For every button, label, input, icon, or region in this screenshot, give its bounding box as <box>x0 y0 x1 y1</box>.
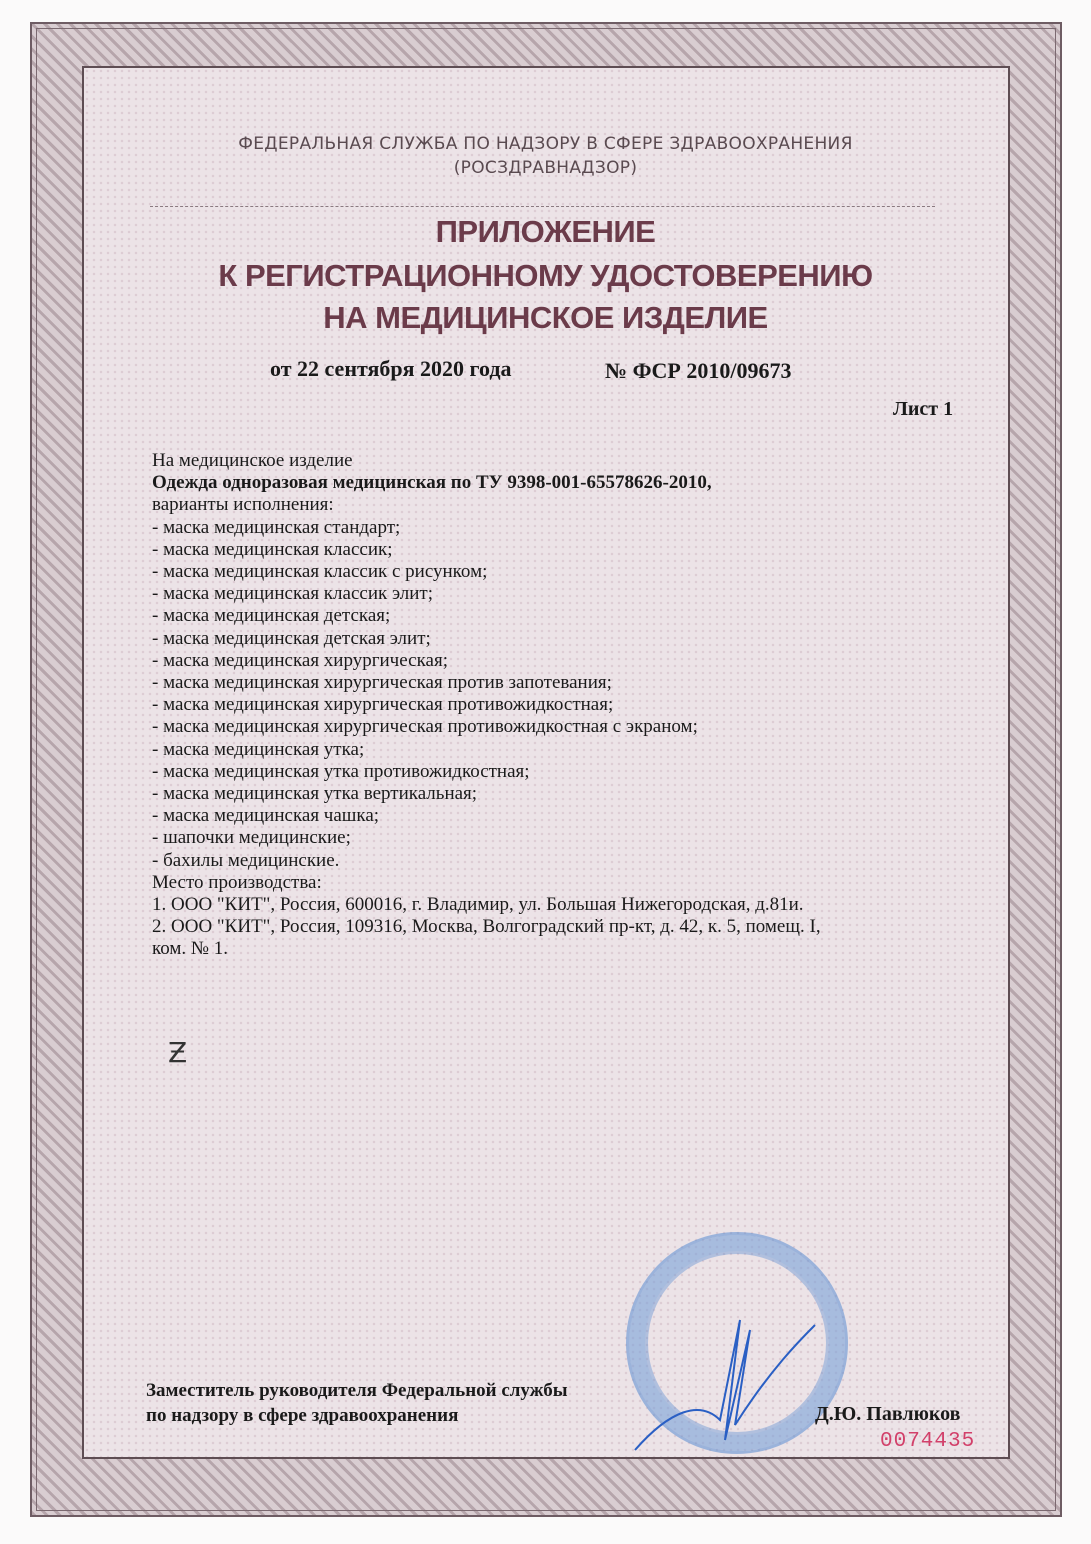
place-2-cont: ком. № 1. <box>152 938 229 960</box>
signer-name: Д.Ю. Павлюков <box>815 1403 961 1425</box>
document-body <box>152 450 952 961</box>
divider <box>150 206 935 207</box>
variant-item: - маска медицинская классик элит; <box>152 583 434 605</box>
registration-number: № ФСР 2010/09673 <box>605 358 792 383</box>
variant-item: - маска медицинская стандарт; <box>152 516 401 538</box>
signer-position <box>146 1378 568 1428</box>
variants-label: варианты исполнения: <box>152 494 334 516</box>
variant-item: - маска медицинская чашка; <box>152 805 380 827</box>
variant-item: - маска медицинская детская; <box>152 605 391 627</box>
handwritten-mark: Ƶ <box>168 1036 188 1069</box>
variant-item: - маска медицинская детская элит; <box>152 627 431 649</box>
agency-name: ФЕДЕРАЛЬНАЯ СЛУЖБА ПО НАДЗОРУ В СФЕРЕ ЗДРАВООХРАНЕНИЯ <box>238 134 853 154</box>
issue-date: от 22 сентября 2020 года <box>270 356 512 381</box>
variant-item: - маска медицинская классик; <box>152 538 393 560</box>
title-line-1: ПРИЛОЖЕНИЕ <box>435 214 656 249</box>
product-name: Одежда одноразовая медицинская по ТУ 9398-001-65578626-2010, <box>152 472 712 494</box>
sheet-number: Лист 1 <box>893 398 954 420</box>
title-line-2: К РЕГИСТРАЦИОННОМУ УДОСТОВЕРЕНИЮ <box>218 258 873 293</box>
variants-list <box>152 517 952 872</box>
place-1: 1. ООО "КИТ", Россия, 600016, г. Владимир, ул. Большая Нижегородская, д.81и. <box>152 894 804 916</box>
variant-item: - маска медицинская утка противожидкостная; <box>152 760 530 782</box>
variant-item: - маска медицинская хирургическая противожидкостная; <box>152 694 614 716</box>
variant-item: - бахилы медицинские. <box>152 849 340 871</box>
variant-item: - маска медицинская классик с рисунком; <box>152 561 488 583</box>
position-line-2: по надзору в сфере здравоохранения <box>146 1405 459 1426</box>
variant-item: - маска медицинская хирургическая против запотевания; <box>152 672 612 694</box>
place-label: Место производства: <box>152 871 322 893</box>
agency-short-name: (РОСЗДРАВНАДЗОР) <box>453 158 638 178</box>
place-2: 2. ООО "КИТ", Россия, 109316, Москва, Волгоградский пр-кт, д. 42, к. 5, помещ. I, <box>152 916 821 938</box>
variant-item: - маска медицинская утка вертикальная; <box>152 783 478 805</box>
variant-item: - маска медицинская утка; <box>152 738 365 760</box>
variant-item: - маска медицинская хирургическая противожидкостная с экраном; <box>152 716 698 738</box>
position-line-1: Заместитель руководителя Федеральной службы <box>146 1380 568 1401</box>
signature <box>630 1300 820 1460</box>
intro: На медицинское изделие <box>152 450 353 471</box>
serial-number: 0074435 <box>880 1430 976 1453</box>
variant-item: - маска медицинская хирургическая; <box>152 649 448 671</box>
variant-item: - шапочки медицинские; <box>152 827 351 849</box>
title-line-3: НА МЕДИЦИНСКОЕ ИЗДЕЛИЕ <box>323 300 768 335</box>
